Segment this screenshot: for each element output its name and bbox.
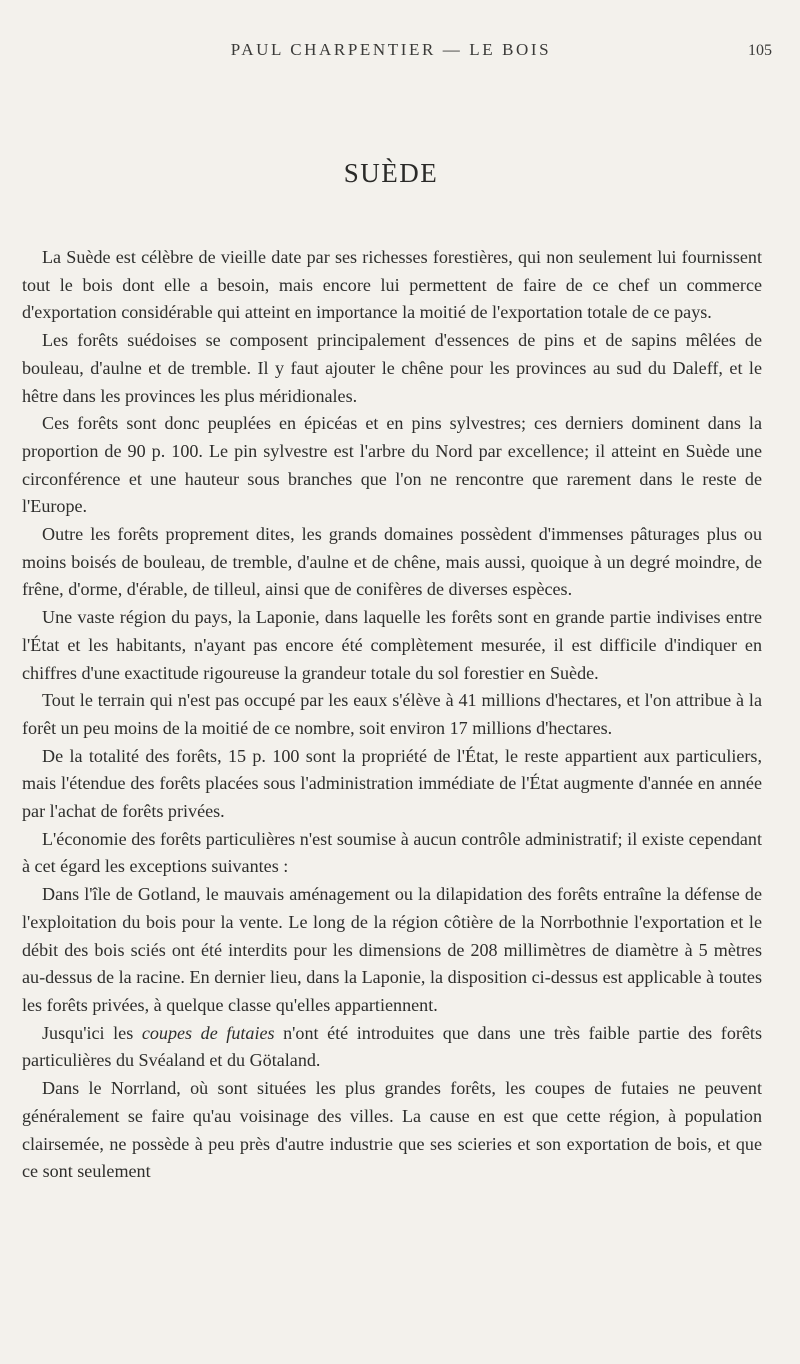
paragraph-9: Dans l'île de Gotland, le mauvais aménagement ou la dilapidation des forêts entraîne la défense de l'exploitation du bois pour la vente. Le long de la région côtière de la Norrbothnie l'exportation et le débit des bois sciés ont été interdits pour les dimensions de 208 millimètres de diamètre à 5 mètres au-dessus de la racine. En dernier lieu, dans la Laponie, la disposition ci-dessus est applicable à toutes les forêts privées, à quelque classe qu'elles appartiennent. (22, 884, 762, 1015)
paragraph-10-end: n'ont été introduites que dans une très faible partie des forêts particulières du Svéaland et du Götaland. (22, 1022, 762, 1071)
paragraph-3: Ces forêts sont donc peuplées en épicéas et en pins sylvestres; ces derniers dominent dans la proportion de 90 p. 100. Le pin sylvestre est l'arbre du Nord par excellence; il atteint en Suède une circonférence et une hauteur sous branches que l'on ne rencontre que rarement dans le reste de l'Europe. (22, 413, 762, 517)
paragraph-6: Tout le terrain qui n'est pas occupé par les eaux s'élève à 41 millions d'hectares, et l'on attribue à la forêt un peu moins de la moitié de ce nombre, soit environ 17 millions d'hectares. (22, 690, 762, 738)
running-header (22, 40, 772, 70)
paragraph-4: Outre les forêts proprement dites, les grands domaines possèdent d'immenses pâturages plus ou moins boisés de bouleau, de tremble, d'aulne et de chêne, mais aussi, quoique à un degré moindre, de frêne, d'orme, d'érable, de tilleul, ainsi que de conifères de diverses espèces. (22, 524, 762, 600)
paragraph-10 (22, 1020, 762, 1075)
paragraph-10-start: Jusqu'ici les (42, 1022, 142, 1043)
page-number: 105 (748, 42, 772, 59)
running-title: PAUL CHARPENTIER — LE BOIS (230, 40, 552, 59)
chapter-title: SUÈDE (343, 158, 439, 188)
paragraph-2: Les forêts suédoises se composent principalement d'essences de pins et de sapins mêlées de bouleau, d'aulne et de tremble. Il y faut ajouter le chêne pour les provinces au sud du Daleff, et le hêtre dans les provinces les plus méridionales. (22, 330, 762, 406)
italic-term: coupes de futaies (141, 1022, 275, 1043)
paragraph-7: De la totalité des forêts, 15 p. 100 sont la propriété de l'État, le reste appartient aux particuliers, mais l'étendue des forêts placées sous l'administration immédiate de l'État augmente d'année en année par l'achat de forêts privées. (22, 745, 762, 822)
body-text (22, 244, 762, 1186)
paragraph-8: L'économie des forêts particulières n'est soumise à aucun contrôle administratif; il existe cependant à cet égard les exceptions suivantes : (22, 828, 762, 877)
paragraph-1: La Suède est célèbre de vieille date par ses richesses forestières, qui non seulement lui fournissent tout le bois dont elle a besoin, mais encore lui permettent de faire de ce chef un commerce d'exportation considérable qui atteint en importance la moitié de l'exportation totale de ce pays. (22, 247, 762, 323)
paragraph-11: Dans le Norrland, où sont situées les plus grandes forêts, les coupes de futaies ne peuvent généralement se faire qu'au voisinage des villes. La cause en est que cette région, à population clairsemée, ne possède à peu près d'autre industrie que ses scieries et son exportation de bois, et que ce sont seulement (22, 1078, 762, 1182)
paragraph-5: Une vaste région du pays, la Laponie, dans laquelle les forêts sont en grande partie indivises entre l'État et les habitants, n'ayant pas encore été complètement mesurée, il est difficile d'indiquer en chiffres d'une exactitude rigoureuse la grandeur totale du sol forestier en Suède. (22, 607, 762, 683)
